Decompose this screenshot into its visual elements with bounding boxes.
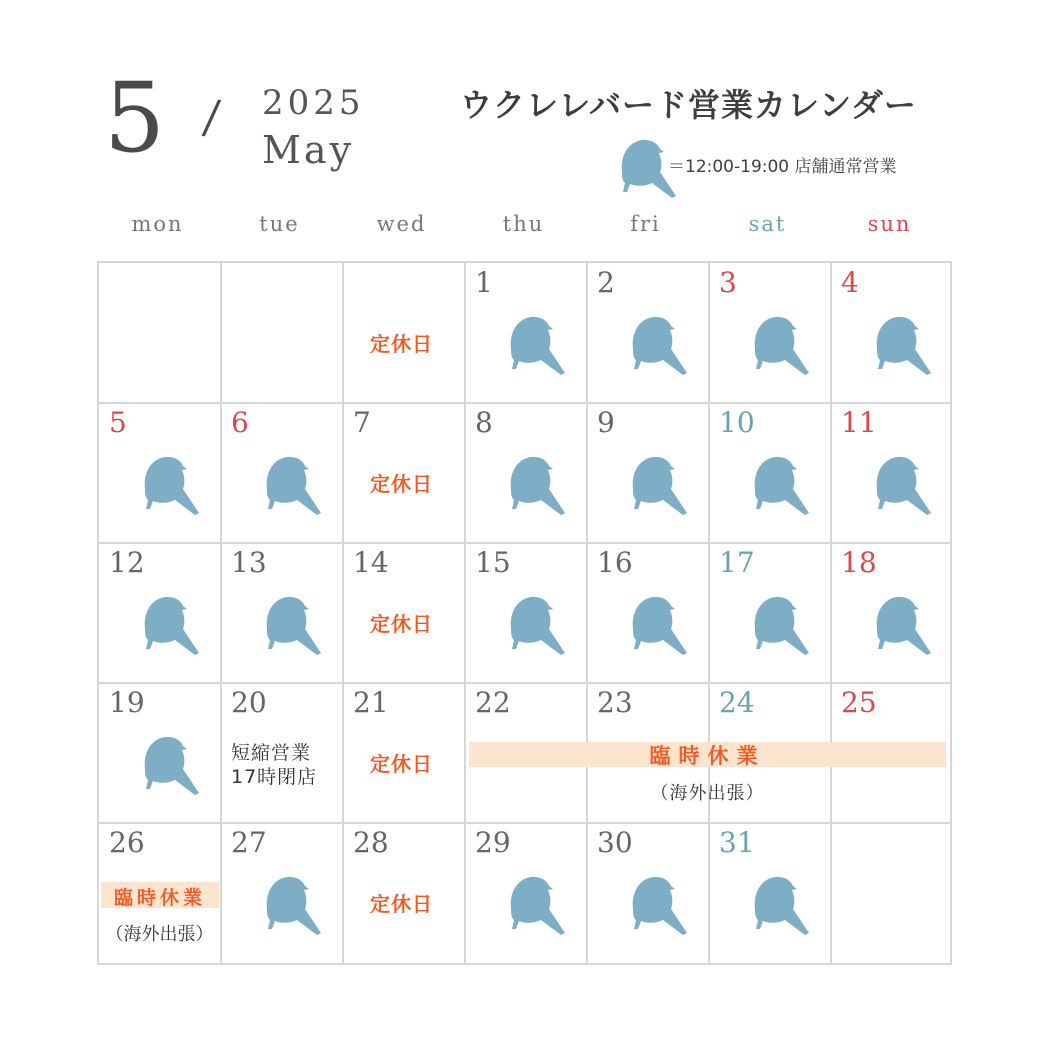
bird-icon <box>737 309 809 379</box>
month-name: May <box>262 128 355 172</box>
bird-icon <box>859 309 931 379</box>
day-number: 20 <box>231 686 267 719</box>
day-number: 16 <box>597 546 633 579</box>
calendar-cell-21 <box>341 681 462 821</box>
calendar-cell-20 <box>219 681 340 821</box>
bird-icon <box>615 309 687 379</box>
bird-icon <box>493 449 565 519</box>
day-number: 25 <box>841 686 877 719</box>
temporary-closure-label-26: 臨時休業 <box>113 887 206 909</box>
weekday-mon: mon <box>131 212 184 236</box>
calendar-cell-14 <box>341 541 462 681</box>
temporary-closure-label: 臨時休業 <box>649 744 766 768</box>
calendar-cell-17 <box>707 541 828 681</box>
calendar-cell-22 <box>463 681 584 821</box>
day-number: 24 <box>719 686 755 719</box>
day-number: 30 <box>597 826 633 859</box>
short-hours-note <box>231 741 317 789</box>
bird-icon <box>737 589 809 659</box>
calendar-cell-23 <box>585 681 706 821</box>
bird-icon <box>737 869 809 939</box>
bird-icon <box>615 589 687 659</box>
calendar-cell-10 <box>707 401 828 541</box>
calendar-cell-12 <box>97 541 218 681</box>
bird-icon <box>493 869 565 939</box>
day-number: 23 <box>597 686 633 719</box>
calendar-cell-2 <box>585 261 706 401</box>
day-number: 14 <box>353 546 389 579</box>
bird-icon <box>615 449 687 519</box>
calendar-cell-13 <box>219 541 340 681</box>
calendar-cell-11 <box>829 401 950 541</box>
regular-closed-label: 定休日 <box>370 612 433 636</box>
regular-closed-label: 定休日 <box>370 472 433 496</box>
calendar-cell-28 <box>341 821 462 961</box>
bird-icon <box>859 589 931 659</box>
bird-icon <box>604 132 676 202</box>
day-number: 10 <box>719 406 755 439</box>
regular-closed-label: 定休日 <box>370 752 433 776</box>
day-number: 31 <box>719 826 755 859</box>
day-number: 4 <box>841 266 859 299</box>
closure-reason: （海外出張） <box>650 783 765 804</box>
day-number: 7 <box>353 406 371 439</box>
calendar-cell-30 <box>585 821 706 961</box>
calendar-cell-25 <box>829 681 950 821</box>
calendar-cell-8 <box>463 401 584 541</box>
day-number: 8 <box>475 406 493 439</box>
calendar-cell-6 <box>219 401 340 541</box>
closure-reason-26: （海外出張） <box>105 924 214 945</box>
day-number: 28 <box>353 826 389 859</box>
day-number: 15 <box>475 546 511 579</box>
bird-icon <box>615 869 687 939</box>
calendar-cell-27 <box>219 821 340 961</box>
bird-icon <box>493 589 565 659</box>
calendar-cell-26 <box>97 821 218 961</box>
calendar-title: ウクレレバード営業カレンダー <box>460 86 917 124</box>
calendar-cell-18 <box>829 541 950 681</box>
weekday-sat: sat <box>748 212 787 236</box>
day-number: 19 <box>109 686 145 719</box>
day-number: 17 <box>719 546 755 579</box>
weekday-thu: thu <box>502 212 545 236</box>
day-number: 29 <box>475 826 511 859</box>
regular-closed-label: 定休日 <box>370 332 433 356</box>
day-number: 22 <box>475 686 511 719</box>
day-number: 6 <box>231 406 249 439</box>
day-number: 9 <box>597 406 615 439</box>
calendar-cell-31 <box>707 821 828 961</box>
day-number: 11 <box>841 406 877 439</box>
day-number: 1 <box>475 266 493 299</box>
month-number: 5 <box>104 62 166 174</box>
calendar-cell-24 <box>707 681 828 821</box>
bird-icon <box>249 449 321 519</box>
day-number: 21 <box>353 686 389 719</box>
day-number: 5 <box>109 406 127 439</box>
calendar-cell-9 <box>585 401 706 541</box>
calendar-cell-19 <box>97 681 218 821</box>
calendar-cell-5 <box>97 401 218 541</box>
weekday-wed: wed <box>376 212 427 236</box>
day-number: 18 <box>841 546 877 579</box>
bird-icon <box>737 449 809 519</box>
year: 2025 <box>262 83 365 123</box>
bird-icon <box>127 729 199 799</box>
bird-icon <box>493 309 565 379</box>
day-number: 3 <box>719 266 737 299</box>
calendar-cell-blank-wed <box>341 261 462 401</box>
day-number: 2 <box>597 266 615 299</box>
bird-icon <box>127 589 199 659</box>
day-number: 13 <box>231 546 267 579</box>
calendar-cell-15 <box>463 541 584 681</box>
weekday-sun: sun <box>867 212 912 236</box>
bird-icon <box>249 869 321 939</box>
short-hours-line2: 17時閉店 <box>231 766 318 788</box>
short-hours-line1: 短縮営業 <box>231 742 312 764</box>
weekday-tue: tue <box>259 212 300 236</box>
day-number: 12 <box>109 546 145 579</box>
legend-text: ＝12:00-19:00 店舗通常営業 <box>668 157 897 177</box>
calendar-cell-1 <box>463 261 584 401</box>
regular-closed-label: 定休日 <box>370 892 433 916</box>
calendar-cell-16 <box>585 541 706 681</box>
calendar-cell-7 <box>341 401 462 541</box>
calendar-cell-4 <box>829 261 950 401</box>
day-number: 27 <box>231 826 267 859</box>
bird-icon <box>249 589 321 659</box>
bird-icon <box>859 449 931 519</box>
weekday-fri: fri <box>630 212 661 236</box>
bird-icon <box>127 449 199 519</box>
calendar-cell-3 <box>707 261 828 401</box>
calendar-cell-29 <box>463 821 584 961</box>
month-year-separator: / <box>200 92 223 143</box>
day-number: 26 <box>109 826 145 859</box>
